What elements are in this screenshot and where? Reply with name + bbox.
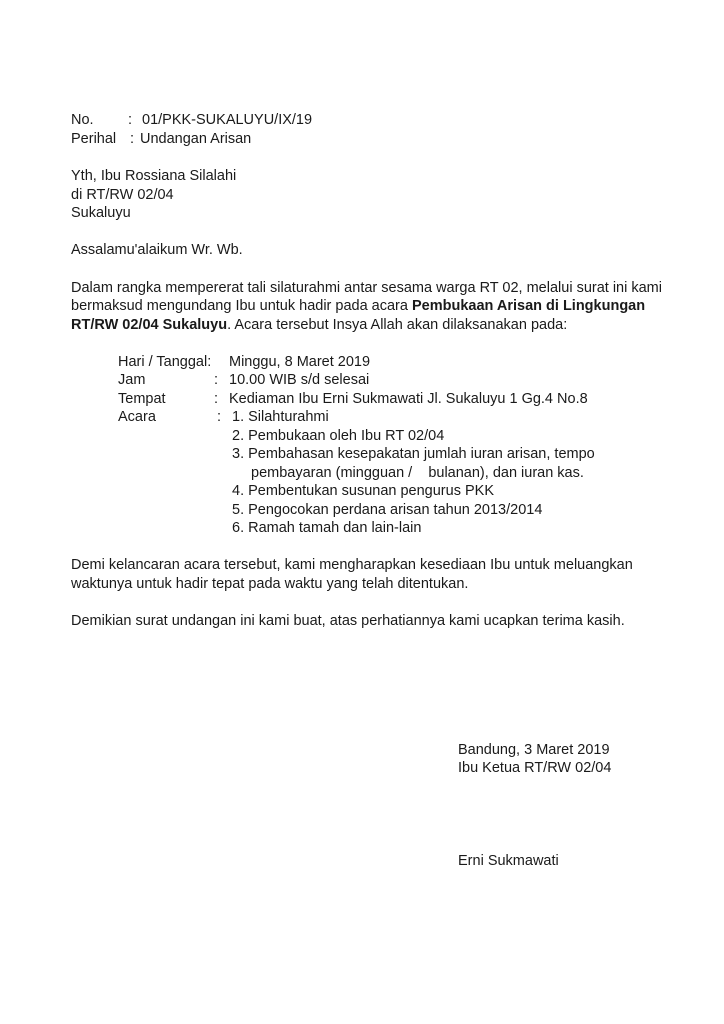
agenda-item: 3. Pembahasan kesepakatan jumlah iuran arisan, tempo [232,446,595,462]
place-label: Tempat [118,391,166,407]
greeting: Assalamu'alaikum Wr. Wb. [71,242,243,258]
agenda-item: 4. Pembentukan susunan pengurus PKK [232,483,494,499]
date-label: Hari / Tanggal: [118,354,212,370]
agenda-item-continuation: pembayaran (mingguan / bulanan), dan iuran kas. [251,465,584,481]
place-separator: : [214,391,219,407]
agenda-item: 6. Ramah tamah dan lain-lain [232,520,422,536]
intro-line-1: Dalam rangka mempererat tali silaturahmi antar sesama warga RT 02, melalui surat ini kami [71,280,662,296]
event-name-bold: Pembukaan Arisan di Lingkungan [411,298,646,314]
time-separator: : [214,372,219,388]
letter-number-separator [128,111,132,129]
agenda-item: 1. Silahturahmi [232,409,329,425]
closing-line-1: Demi kelancaran acara tersebut, kami mengharapkan kesediaan Ibu untuk meluangkan [71,557,633,573]
closing-thanks: Demikian surat undangan ini kami buat, atas perhatiannya kami ucapkan terima kasih. [71,613,625,629]
closing-line-2: waktunya untuk hadir tepat pada waktu yang telah ditentukan. [71,576,469,592]
signature-name: Erni Sukmawati [458,853,559,869]
subject-value: Undangan Arisan [140,131,252,147]
time-value: 10.00 WIB s/d selesai [229,372,370,388]
signature-title: Ibu Ketua RT/RW 02/04 [458,760,612,776]
intro-line-3-text: . Acara tersebut Insya Allah akan dilaksanakan pada: [227,317,568,333]
subject-label: Perihal [71,131,117,147]
event-location-bold: RT/RW 02/04 Sukaluyu [71,317,228,333]
signature-place-date: Bandung, 3 Maret 2019 [458,742,610,758]
date-value: Minggu, 8 Maret 2019 [229,354,371,370]
place-value: Kediaman Ibu Erni Sukmawati Jl. Sukaluyu 1 Gg.4 No.8 [229,391,588,407]
letter-number-label: No. [71,112,94,128]
intro-line-2 [71,297,645,315]
recipient-city: Sukaluyu [71,205,131,221]
recipient-address: di RT/RW 02/04 [71,187,174,203]
agenda-separator: : [217,409,222,425]
agenda-label: Acara [118,409,156,425]
recipient-name: Yth, Ibu Rossiana Silalahi [71,168,237,184]
intro-line-2-text: bermaksud mengundang Ibu untuk hadir pada acara [71,298,412,314]
agenda-item: 5. Pengocokan perdana arisan tahun 2013/2014 [232,502,543,518]
intro-line-3 [71,316,567,334]
letter-number-row [71,111,94,129]
subject-separator: : [130,131,135,147]
letter-number-value: 01/PKK-SUKALUYU/IX/19 [142,112,313,128]
agenda-item: 2. Pembukaan oleh Ibu RT 02/04 [232,428,445,444]
time-label: Jam [118,372,146,388]
letter-number-sep: : [128,112,133,128]
